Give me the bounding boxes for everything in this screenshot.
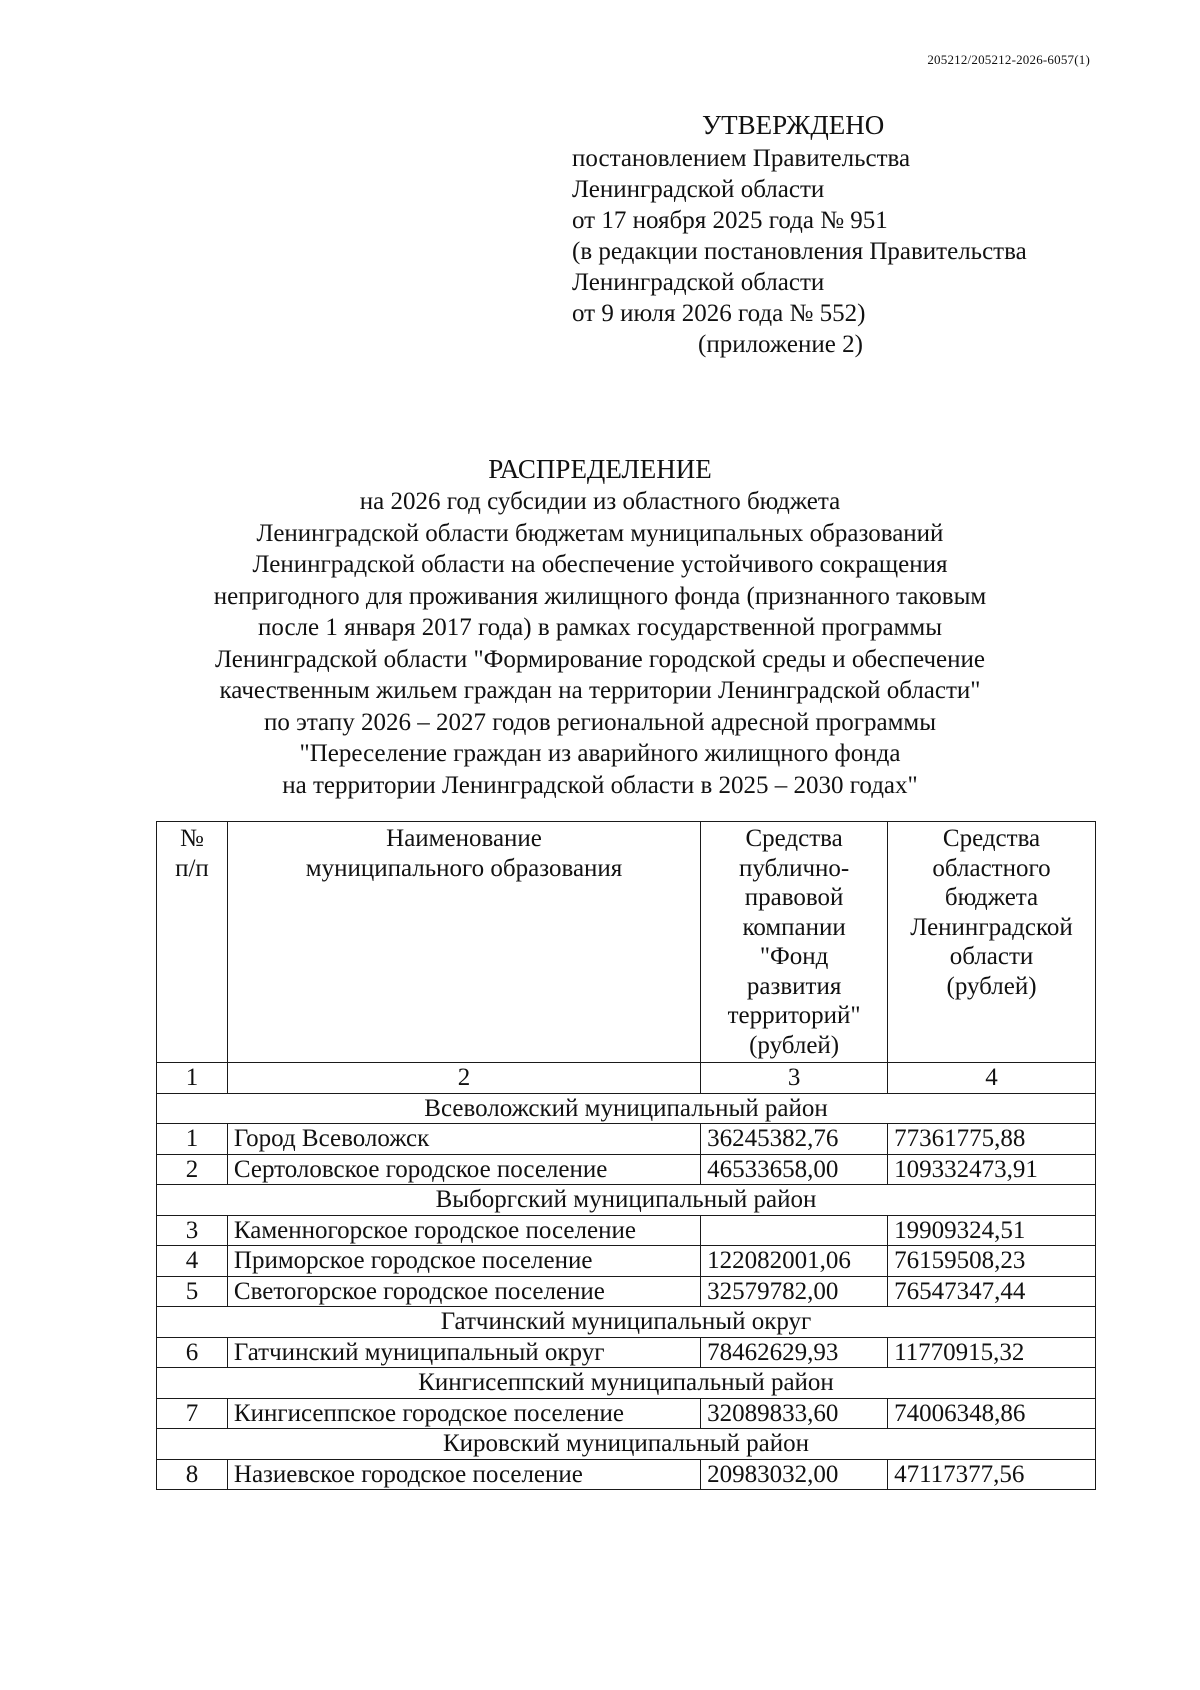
regional-amount: 76547347,44 (888, 1276, 1096, 1307)
header-fund-line: Средства (745, 825, 843, 852)
title-line: "Переселение граждан из аварийного жилищного фонда (299, 740, 901, 767)
regional-amount: 77361775,88 (888, 1124, 1096, 1155)
municipality-name: Назиевское городское поселение (227, 1459, 700, 1490)
district-row (157, 1368, 1096, 1399)
approval-line: от 17 ноября 2025 года № 951 (572, 207, 888, 234)
header-regional-line: области (949, 943, 1034, 970)
municipality-name: Гатчинский муниципальный округ (227, 1337, 700, 1368)
header-regional-line: бюджета (944, 884, 1039, 911)
header-name-line: муниципального образования (305, 854, 623, 882)
regional-amount: 19909324,51 (888, 1215, 1096, 1246)
title-line: по этапу 2026 – 2027 годов региональной адресной программы (263, 708, 937, 736)
header-name (227, 822, 700, 1063)
header-regional-line: Средства (942, 825, 1041, 852)
fund-amount (701, 1215, 888, 1246)
title-line: после 1 января 2017 года) в рамках государственной программы (257, 614, 943, 641)
title-line: на территории Ленинградской области в 2025 – 2030 годах" (282, 771, 918, 799)
header-regional (888, 822, 1096, 1063)
header-fund-line: компании (742, 913, 846, 941)
row-number: 7 (157, 1398, 228, 1429)
row-number: 2 (157, 1154, 228, 1185)
header-fund (701, 822, 888, 1063)
distribution-table (156, 821, 1096, 1490)
column-number-row (157, 1063, 1096, 1094)
row-number: 1 (157, 1124, 228, 1155)
main-title: РАСПРЕДЕЛЕНИЕ (488, 454, 712, 484)
fund-amount: 36245382,76 (701, 1124, 888, 1155)
table-row (157, 1124, 1096, 1155)
district-name: Кингисеппский муниципальный район (157, 1368, 1096, 1399)
municipality-name: Светогорское городское поселение (227, 1276, 700, 1307)
district-row (157, 1093, 1096, 1124)
approved-title: УТВЕРЖДЕНО (702, 110, 885, 140)
row-number: 3 (157, 1215, 228, 1246)
title-line: Ленинградской области "Формирование городской среды и обеспечение (214, 645, 986, 673)
table-row (157, 1154, 1096, 1185)
regional-amount: 76159508,23 (888, 1246, 1096, 1277)
regional-amount: 11770915,32 (888, 1337, 1096, 1368)
approval-line: Ленинградской области (572, 269, 825, 296)
header-num (157, 822, 228, 1063)
municipality-name: Каменногорское городское поселение (227, 1215, 700, 1246)
approval-stamp (572, 110, 1027, 360)
fund-amount: 32089833,60 (701, 1398, 888, 1429)
municipality-name: Город Всеволожск (227, 1124, 700, 1155)
header-fund-line: (рублей) (749, 1031, 840, 1059)
regional-amount: 74006348,86 (888, 1398, 1096, 1429)
fund-amount: 32579782,00 (701, 1276, 888, 1307)
header-fund-line: развития (746, 972, 842, 1000)
approval-line: Ленинградской области (572, 176, 825, 203)
regional-amount: 109332473,91 (888, 1154, 1096, 1185)
municipality-name: Сертоловское городское поселение (227, 1154, 700, 1185)
header-fund-line: территорий" (727, 1002, 861, 1029)
table-header-row (157, 822, 1096, 1063)
row-number: 8 (157, 1459, 228, 1490)
document-title (130, 453, 1070, 801)
column-number: 3 (701, 1063, 888, 1094)
municipality-name: Приморское городское поселение (227, 1246, 700, 1277)
title-line: Ленинградской области на обеспечение устойчивого сокращения (252, 551, 948, 578)
district-name: Всеволожский муниципальный район (157, 1093, 1096, 1124)
district-name: Гатчинский муниципальный округ (157, 1307, 1096, 1338)
table-row (157, 1276, 1096, 1307)
header-fund-line: "Фонд (759, 943, 829, 970)
row-number: 5 (157, 1276, 228, 1307)
approval-line: (в редакции постановления Правительства (572, 238, 1027, 265)
row-number: 6 (157, 1337, 228, 1368)
municipality-name: Кингисеппское городское поселение (227, 1398, 700, 1429)
column-number: 4 (888, 1063, 1096, 1094)
row-number: 4 (157, 1246, 228, 1277)
fund-amount: 20983032,00 (701, 1459, 888, 1490)
table-row (157, 1337, 1096, 1368)
column-number: 2 (227, 1063, 700, 1094)
column-number: 1 (157, 1063, 228, 1094)
table-row (157, 1459, 1096, 1490)
regional-amount: 47117377,56 (888, 1459, 1096, 1490)
table-row (157, 1246, 1096, 1277)
header-regional-line: Ленинградской (910, 913, 1073, 941)
annex-label: (приложение 2) (698, 331, 863, 358)
district-row (157, 1185, 1096, 1216)
fund-amount: 78462629,93 (701, 1337, 888, 1368)
header-regional-line: (рублей) (946, 972, 1037, 1000)
header-regional-line: областного (932, 854, 1051, 882)
title-line: на 2026 год субсидии из областного бюджета (359, 488, 841, 515)
approval-line: постановлением Правительства (572, 145, 911, 172)
table-row (157, 1215, 1096, 1246)
header-name-line: Наименование (386, 825, 542, 852)
approval-line: от 9 июля 2026 года № 552) (572, 300, 866, 327)
header-num-line: № (180, 825, 204, 852)
header-fund-line: правовой (744, 884, 844, 911)
table-row (157, 1398, 1096, 1429)
fund-amount: 122082001,06 (701, 1246, 888, 1277)
title-line: Ленинградской области бюджетам муниципальных образований (256, 519, 944, 547)
district-row (157, 1307, 1096, 1338)
district-name: Выборгский муниципальный район (157, 1185, 1096, 1216)
header-num-line: п/п (175, 854, 209, 882)
title-line: непригодного для проживания жилищного фонда (признанного таковым (213, 582, 987, 610)
fund-amount: 46533658,00 (701, 1154, 888, 1185)
district-row (157, 1429, 1096, 1460)
header-fund-line: публично- (738, 854, 850, 882)
title-line: качественным жильем граждан на территории Ленинградской области" (219, 677, 981, 704)
document-id: 205212/205212-2026-6057(1) (927, 52, 1090, 67)
district-name: Кировский муниципальный район (157, 1429, 1096, 1460)
